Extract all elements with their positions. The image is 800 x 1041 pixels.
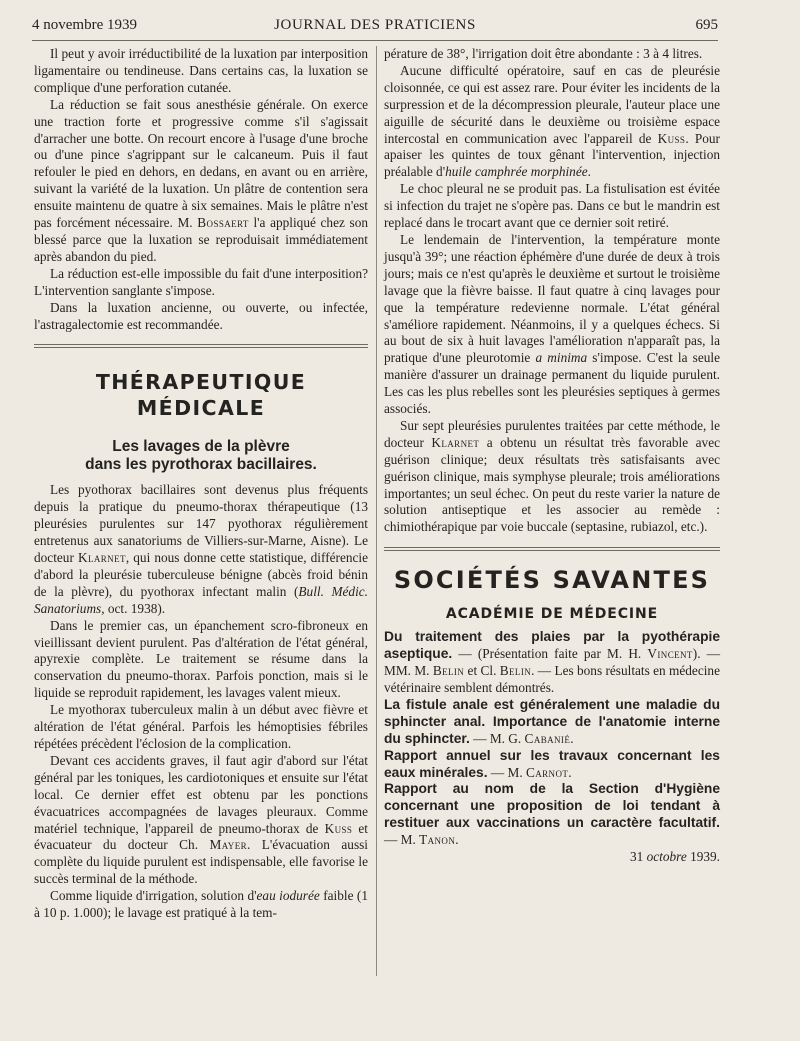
journal-title: JOURNAL DES PRATICIENS bbox=[274, 17, 476, 33]
paragraph: Devant ces accidents graves, il faut agir d'abord sur l'état général par les toniques, les cardiotoniques et ensuite sur l'état local. Ce dernier effet est obtenu par les ponctions évacuatrices accompagnées de lavages pleuraux. Comme matériel technique, l'appareil de pneumo-thorax de Kuss et évacuateur du docteur Ch. Mayer. L'évacuation aussi complète du liquide purulent est indispensable, elle favorise le succès terminal de la méthode. bbox=[34, 752, 369, 887]
paragraph: Aucune difficulté opératoire, sauf en cas de pleurésie cloisonnée, ce qui est assez rare. Pour éviter les incidents de la surpression et de la décompression pleurale, l'auteur place une aiguille de sécurité dans le deuxième ou troisième espace intercostal en communication avec l'appareil de Kuss. Pour apaiser les quintes de toux gênant l'intervention, injection préalable d'huile camphrée morphinée. bbox=[384, 62, 720, 180]
list-item: Du traitement des plaies par la pyothérapie aseptique. — (Présentation faite par M. H. Vincent). — MM. M. Belin et Cl. Belin. — Les bons résultats en médecine vétérinaire semblent démontrés. bbox=[384, 629, 720, 695]
paragraph: Dans la luxation ancienne, ou ouverte, ou infectée, l'astragalectomie est recommandée. bbox=[34, 299, 368, 332]
author-name: Klarnet bbox=[77, 550, 126, 566]
paragraph: La réduction se fait sous anesthésie générale. On exerce une traction forte et progressive comme s'il s'agissait d'arracher une botte. On recourt encore à l'usage d'une broche ou d'une pince s'agrippant sur le calcaneum. Puis il faut refouler le pied en dehors, en dedans, en avant ou en arrière, suivant la variété de la luxation. Un plâtre de contention sera ensuite maintenu de quatre à six semaines. Mais le plâtre n'est pas forcément nécessaire. M. Bossaert l'a appliqué chez son blessé parce que la luxation se reproduisait immédiatement après abandon du pied. bbox=[34, 96, 368, 264]
right-column bbox=[384, 46, 720, 866]
list-item: La fistule anale est généralement une maladie du sphincter anal. Importance de l'anatomie interne du sphincter. — M. G. Cabanié. bbox=[384, 696, 720, 746]
section-divider bbox=[384, 547, 720, 551]
section-heading: SOCIÉTÉS SAVANTES bbox=[393, 566, 711, 595]
paragraph: Le myothorax tuberculeux malin à un début avec fièvre et altération de l'état général. Parfois les hémoptisies fébriles répétées précèdent l'éclosion de la complication. bbox=[34, 702, 368, 751]
paragraph: Le choc pleural ne se produit pas. La fistulisation est évitée si infection du trajet ne s'opère pas. Dans ce but le mandrin est replacé dans le trocart avant que ce dernier soit retiré. bbox=[384, 181, 720, 231]
paragraph: pérature de 38°, l'irrigation doit être abondante : 3 à 4 litres. bbox=[384, 46, 703, 61]
section-divider bbox=[34, 344, 368, 348]
list-item: Rapport annuel sur les travaux concernant les eaux minérales. — M. Carnot. bbox=[384, 747, 720, 780]
article-title: Les lavages de la plèvre dans les pyrothorax bacillaires. bbox=[85, 438, 317, 474]
author-name: Klarnet bbox=[431, 434, 480, 450]
paragraph: Le lendemain de l'intervention, la température monte jusqu'à 39°; une réaction éphémère d'une durée de deux à trois jours; mais ce n'est qu'après le deuxième et surtout le troisième lavage que la fièvre baisse. Il faut quatre à cinq lavages pour que la température redevienne normale. L'état général s'améliore rapidement. Néanmoins, il y a quelques échecs. Si au bout de six à huit lavages l'amélioration n'apparaît pas, la pratique d'une pleurotomie a minima s'impose. C'est la seule manière d'assurer un drainage permanent du liquide purulent. Les cas les plus rebelles sont les pleurésies septiques à germes associés. bbox=[384, 231, 720, 417]
left-column bbox=[34, 46, 368, 922]
author-name: Kuss bbox=[657, 130, 686, 146]
paragraph: Dans le premier cas, un épanchement scro-fibroneux en vieillissant devient purulent. Pas d'altération de l'état général, apyrexie complète. Le traitement se résume dans la conservation du pneumo-thorax. Parfois ponction, mais si le liquide se reproduit rapidement, les lavages valent mieux. bbox=[34, 617, 368, 701]
citation: Bull. Médic. Sanatoriums bbox=[34, 583, 369, 616]
author-name: Bossaert bbox=[197, 215, 249, 231]
subsection-heading: ACADÉMIE DE MÉDECINE bbox=[445, 606, 659, 623]
paragraph: Il peut y avoir irréductibilité de la luxation par interposition ligamentaire ou tendineuse. Dans certains cas, la luxation se complique d'une perforation cutanée. bbox=[34, 46, 368, 95]
paragraph: Comme liquide d'irrigation, solution d'eau iodurée faible (1 à 10 p. 1.000); le lavage est pratiqué à la tem- bbox=[34, 888, 368, 921]
page-number: 695 bbox=[695, 17, 718, 33]
paragraph: Les pyothorax bacillaires sont devenus plus fréquents depuis la pratique du pneumo-thorax thérapeutique (13 pleurésies purulentes sur 147 pyothorax régulièrement entretenus aux sanatoriums de Villiers-sur-Marne, Aisne). Le docteur Klarnet, qui nous donne cette statistique, différencie d'abord la pleurésie tuberculeuse bénigne (abcès froid bénin de la plèvre), du pyothorax infectant malin (Bull. Médic. Sanatoriums, oct. 1938). bbox=[34, 482, 369, 616]
author-name: Kuss bbox=[324, 820, 353, 836]
header-rule bbox=[32, 40, 718, 41]
list-item: Rapport au nom de la Section d'Hygiène concernant une proposition de loi tendant à restituer aux vaccinations un caractère facultatif. — M. Tanon. bbox=[384, 781, 720, 848]
dateline: 31 octobre 1939. bbox=[630, 849, 720, 865]
author-name: Mayer bbox=[209, 837, 247, 853]
column-divider bbox=[376, 46, 377, 976]
page-header bbox=[32, 14, 718, 36]
paragraph: Sur sept pleurésies purulentes traitées par cette méthode, le docteur Klarnet a obtenu un résultat très favorable avec guérison clinique; deux résultats très satisfaisants avec guérison clinique, mais symphyse pleurale; trois améliorations importantes; un seul échec. On peut du reste varier la nature de solution antiseptique et les associer au remède : chimiothérapique par voie buccale (septasine, rubiazol, etc.). bbox=[384, 417, 720, 535]
section-heading: THÉRAPEUTIQUE MÉDICALE bbox=[95, 370, 307, 421]
paragraph: La réduction est-elle impossible du fait d'une interposition? L'intervention sanglante s'impose. bbox=[34, 265, 368, 298]
header-date: 4 novembre 1939 bbox=[32, 17, 137, 33]
